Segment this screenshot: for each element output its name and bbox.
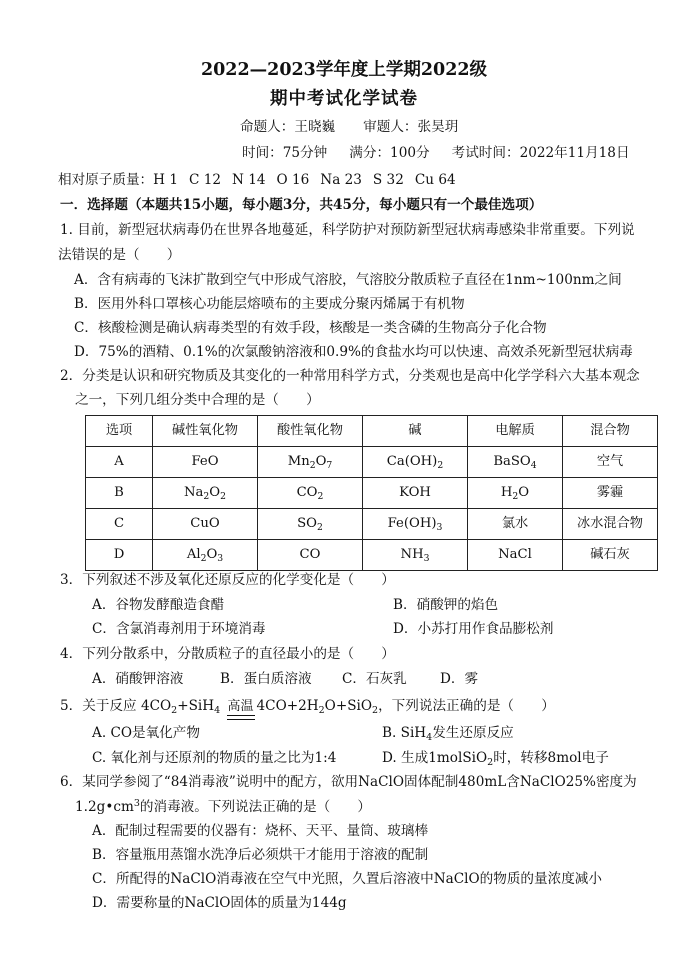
table-cell: 空气 [563, 447, 658, 478]
classification-table [85, 415, 658, 571]
q1-stem-line1: 1. 目前，新型冠状病毒仍在世界各地蔓延，科学防护对预防新型冠状病毒感染非常重要。下列说 [60, 222, 635, 238]
q5-option-b: B. SiH$_4$发生还原反应 [382, 725, 514, 743]
q3-stem: 3．下列叙述不涉及氧化还原反应的化学变化是（ ） [60, 572, 395, 588]
q3-option-b: B．硝酸钾的焰色 [393, 597, 499, 613]
q3-option-d: D．小苏打用作食品膨松剂 [393, 621, 554, 637]
table-row [86, 540, 658, 571]
table-cell: A [86, 447, 153, 478]
exam-title-line2: 期中考试化学试卷 [270, 89, 418, 109]
table-cell: $Ca(OH)_2$ [363, 447, 468, 478]
table-cell: D [86, 540, 153, 571]
q1-option-c: C．核酸检测是确认病毒类型的有效手段，核酸是一类含磷的生物高分子化合物 [74, 320, 547, 336]
table-cell: 冰水混合物 [563, 509, 658, 540]
table-cell: NaCl [468, 540, 563, 571]
atomic-mass-item: Na 23 [320, 172, 362, 188]
q6-stem-line1: 6．某同学参阅了“84消毒液”说明中的配方，欲用NaClO固体配制480mL含NaClO25%密度为 [60, 774, 637, 790]
q2-stem-line1: 2．分类是认识和研究物质及其变化的一种常用科学方式，分类观也是高中化学学科六大基本观念 [60, 368, 640, 384]
atomic-mass-item: Cu 64 [414, 172, 456, 188]
table-cell: $SO_2$ [258, 509, 363, 540]
table-row [86, 447, 658, 478]
table-header-cell: 电解质 [468, 416, 563, 447]
table-row [86, 478, 658, 509]
table-cell: $Fe(OH)_3$ [363, 509, 468, 540]
full-score: 满分：100分 [349, 145, 430, 161]
author-line [240, 119, 458, 136]
setter: 命题人：王晓巍 [240, 119, 336, 135]
q3-option-c: C．含氯消毒剂用于环境消毒 [92, 621, 266, 637]
q5-stem: 5．关于反应 $4CO_2+SiH_4$ 高温 $4CO+2H_2O+SiO_2$，下列说法正确的是（ ） [60, 698, 555, 720]
q5-option-b-text: B. SiH [382, 725, 427, 741]
table-cell: $NH_3$ [363, 540, 468, 571]
exam-date: 考试时间：2022年11月18日 [451, 145, 630, 161]
duration: 时间：75分钟 [242, 145, 328, 161]
q4-option-b: B．蛋白质溶液 [220, 671, 312, 687]
q5-option-a: A. CO是氧化产物 [92, 725, 200, 741]
table-cell: $CO_2$ [258, 478, 363, 509]
reaction-condition [225, 700, 257, 720]
q1-option-a: A．含有病毒的飞沫扩散到空气中形成气溶胶，气溶胶分散质粒子直径在1nm~100nm之间 [74, 272, 622, 288]
q5-option-d-text: D. 生成1molSiO [382, 750, 488, 766]
q3-option-a: A．谷物发酵酿造食醋 [92, 597, 225, 613]
q4-option-a: A．硝酸钾溶液 [92, 671, 184, 687]
table-header-cell: 选项 [86, 416, 153, 447]
table-cell: 雾霾 [563, 478, 658, 509]
table-cell: 氯水 [468, 509, 563, 540]
q5-stem-text: O+SiO [324, 698, 373, 714]
q4-option-c: C．石灰乳 [342, 671, 407, 687]
table-cell: $H_2O$ [468, 478, 563, 509]
section-heading: 一．选择题（本题共15小题，每小题3分，共45分，每小题只有一个最佳选项） [60, 197, 543, 213]
table-cell: 碱石灰 [563, 540, 658, 571]
atomic-mass-item: O 16 [276, 172, 310, 188]
q6-stem-text: 1.2g•cm [75, 799, 134, 815]
q5-option-b-text: 发生还原反应 [432, 725, 514, 741]
q1-option-b: B．医用外科口罩核心功能层熔喷布的主要成分聚丙烯属于有机物 [74, 296, 465, 312]
table-cell: BaSO$_4$ [468, 447, 563, 478]
atomic-mass-item: C 12 [188, 172, 222, 188]
q6-option-c: C．所配得的NaClO消毒液在空气中光照，久置后溶液中NaClO的物质的量浓度减小 [92, 871, 602, 887]
q5-stem-text: +SiH [177, 698, 215, 714]
table-header-cell: 酸性氧化物 [258, 416, 363, 447]
q4-option-d: D．雾 [440, 671, 479, 687]
table-cell: $Na_2O_2$ [153, 478, 258, 509]
q6-option-d: D．需要称量的NaClO固体的质量为144g [92, 895, 347, 911]
table-header-cell: 混合物 [563, 416, 658, 447]
q5-stem-text: 4CO+2H [256, 698, 319, 714]
q5-option-d: D. 生成1molSiO$_2$时，转移8mol电子 [382, 750, 609, 768]
table-header-row [86, 416, 658, 447]
table-cell: C [86, 509, 153, 540]
q5-stem-text: 5．关于反应 4CO [60, 698, 172, 714]
q6-stem-text: 的消毒液。下列说法正确的是（ ） [139, 799, 371, 815]
table-cell: B [86, 478, 153, 509]
q6-stem-line2: $1.2g•cm^3$的消毒液。下列说法正确的是（ ） [75, 798, 371, 815]
table-row [86, 509, 658, 540]
table-cell: $Al_2O_3$ [153, 540, 258, 571]
reaction-condition-label: 高温 [227, 699, 254, 714]
reviewer: 审题人：张昊玥 [363, 119, 459, 135]
q6-option-a: A．配制过程需要的仪器有：烧杯、天平、量筒、玻璃棒 [92, 823, 429, 839]
q6-option-b: B．容量瓶用蒸馏水洗净后必须烘干才能用于溶液的配制 [92, 847, 429, 863]
q1-stem-line2: 法错误的是（ ） [58, 247, 181, 263]
q1-option-d: D．75%的酒精、0.1%的次氯酸钠溶液和0.9%的食盐水均可以快速、高效杀死新型冠状病毒 [74, 344, 633, 360]
q2-stem-line2: 之一，下列几组分类中合理的是（ ） [75, 392, 320, 408]
table-header-cell: 碱性氧化物 [153, 416, 258, 447]
q5-stem-text: ，下列说法正确的是（ ） [378, 698, 555, 714]
atomic-mass-line [58, 172, 467, 189]
q4-stem: 4．下列分散系中，分散质粒子的直径最小的是（ ） [60, 646, 395, 662]
table-cell: CO [258, 540, 363, 571]
table-cell: CuO [153, 509, 258, 540]
atomic-mass-item: H 1 [153, 172, 178, 188]
atomic-mass-item: N 14 [232, 172, 266, 188]
exam-title-line1: 2022—2023学年度上学期2022级 [200, 60, 488, 80]
table-cell: $Mn_2O_7$ [258, 447, 363, 478]
table-cell: FeO [153, 447, 258, 478]
q5-option-c: C. 氧化剂与还原剂的物质的量之比为1:4 [92, 750, 337, 766]
table-cell: KOH [363, 478, 468, 509]
q5-option-d-text: 时，转移8mol电子 [493, 750, 609, 766]
exam-info-line [242, 145, 630, 162]
atomic-mass-label: 相对原子质量： [58, 172, 154, 188]
atomic-mass-item: S 32 [372, 172, 404, 188]
table-header-cell: 碱 [363, 416, 468, 447]
